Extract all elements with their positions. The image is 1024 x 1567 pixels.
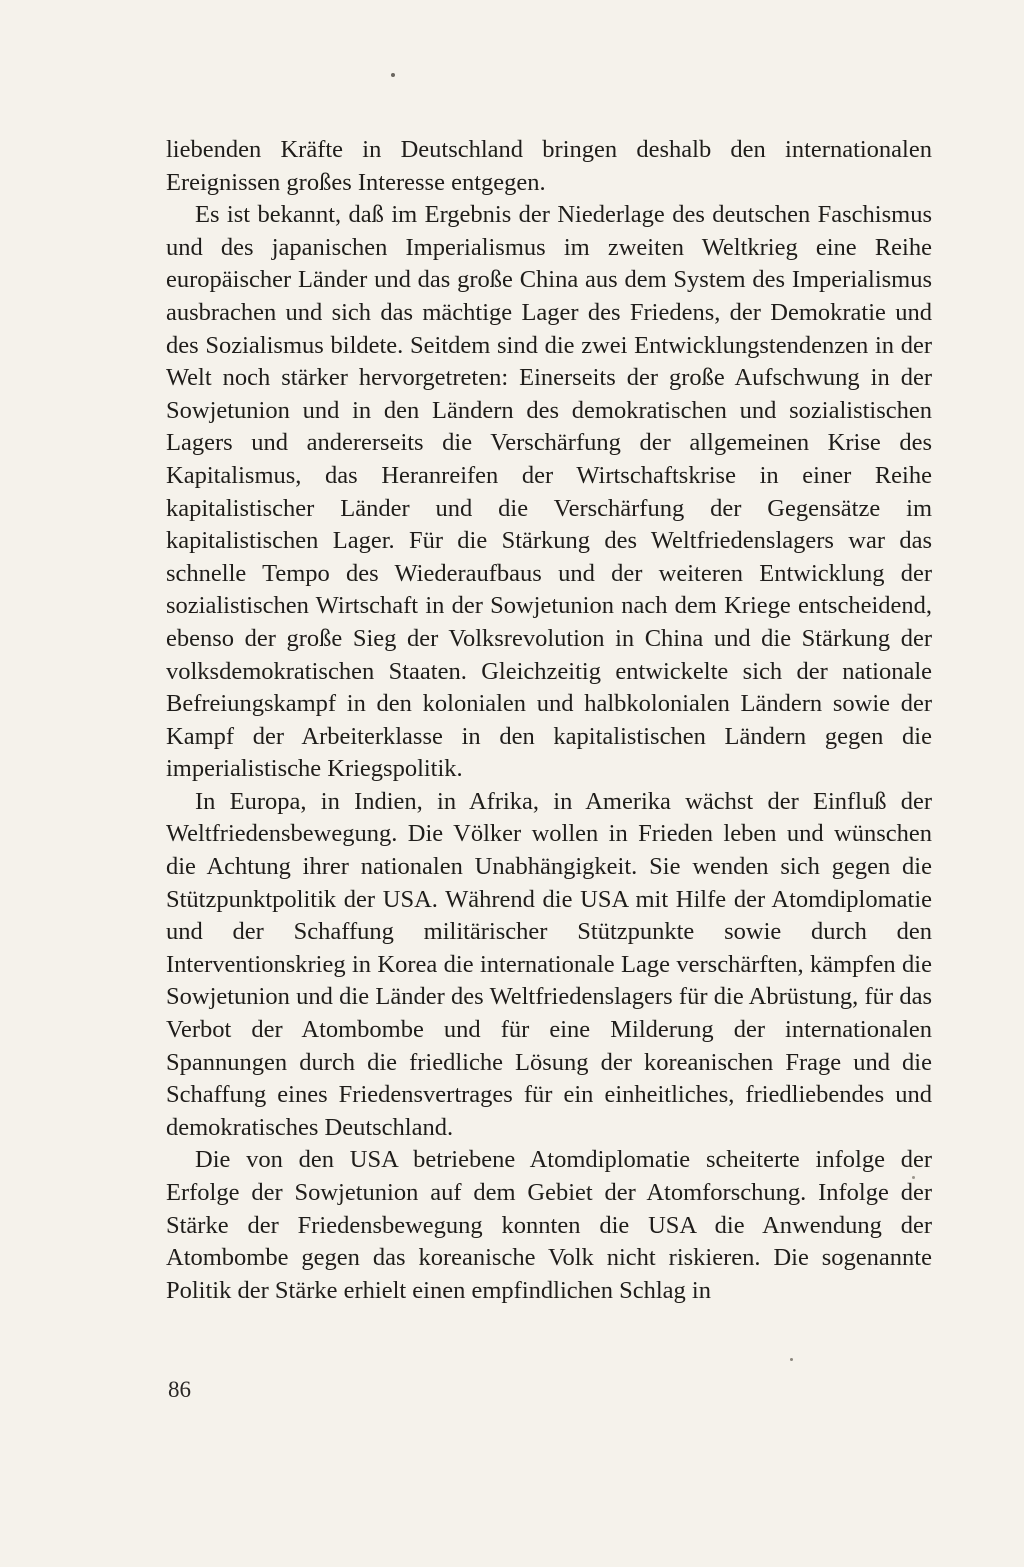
paragraph: Die von den USA betriebene Atomdiplomatie scheiterte infolge der Erfolge der Sowjetunion auf dem Gebiet der Atomforschung. Infolge der Stärke der Friedensbewegung konnten die USA die Anwendung der Atombombe gegen das koreanische Volk nicht riskieren. Die sogenannte Politik der Stärke erhielt einen empfindlichen Schlag in <box>166 1146 932 1304</box>
print-speck <box>391 73 395 77</box>
paragraph-continued: liebenden Kräfte in Deutschland bringen deshalb den internationalen Ereignissen großes Interesse entgegen. <box>166 136 932 196</box>
paragraph: Es ist bekannt, daß im Ergebnis der Niederlage des deutschen Faschismus und des japanischen Imperialismus im zweiten Weltkrieg eine Reihe europäischer Länder und das große China aus dem System des Imperialismus ausbrachen und sich das mächtige Lager des Friedens, der Demokratie und des Sozialismus bildete. Seitdem sind die zwei Entwicklungstendenzen in der Welt noch stärker hervorgetreten: Einerseits der große Aufschwung in der Sowjetunion und in den Ländern des demokratischen und sozialistischen Lagers und andererseits die Verschärfung der allgemeinen Krise des Kapitalismus, das Heranreifen der Wirtschaftskrise in einer Reihe kapitalistischer Länder und die Verschärfung der Gegensätze im kapitalistischen Lager. Für die Stärkung des Weltfriedenslagers war das schnelle Tempo des Wiederaufbaus und der weiteren Entwicklung der sozialistischen Wirtschaft in der Sowjetunion nach dem Kriege entscheidend, ebenso der große Sieg der Volksrevolution in China und die Stärkung der volksdemokratischen Staaten. Gleichzeitig entwickelte sich der nationale Befreiungskampf in den kolonialen und halbkolonialen Ländern sowie der Kampf der Arbeiterklasse in den kapitalistischen Ländern gegen die imperialistische Kriegspolitik. <box>166 201 932 783</box>
page-number: 86 <box>168 1377 191 1402</box>
paragraph: In Europa, in Indien, in Afrika, in Amerika wächst der Einfluß der Weltfriedensbewegung. Die Völker wollen in Frieden leben und wünschen die Achtung ihrer nationalen Unabhängigkeit. Sie wenden sich gegen die Stützpunktpolitik der USA. Während die USA mit Hilfe der Atomdiplomatie und der Schaffung militärischer Stützpunkte sowie durch den Interventionskrieg in Korea die internationale Lage verschärften, kämpfen die Sowjetunion und die Länder des Weltfriedenslagers für die Abrüstung, für das Verbot der Atombombe und für eine Milderung der internationalen Spannungen durch die friedliche Lösung der koreanischen Frage und die Schaffung eines Friedensvertrages für ein einheitliches, friedliebendes und demokratisches Deutschland. <box>166 787 932 1141</box>
body-text <box>166 134 932 1307</box>
print-speck <box>790 1358 793 1361</box>
